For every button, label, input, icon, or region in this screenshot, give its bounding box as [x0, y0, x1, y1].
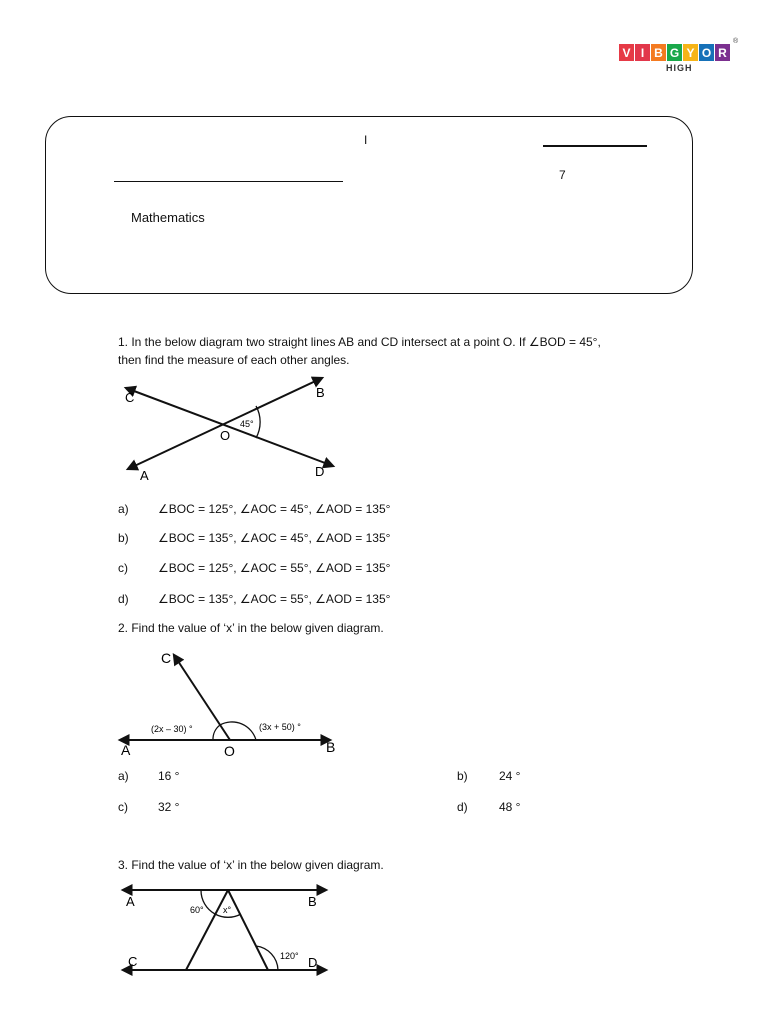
- label-c: C: [125, 390, 135, 405]
- angle-aoc-arc: [213, 725, 220, 740]
- triangle-left-side: [186, 890, 228, 970]
- q2-option-a-label: a): [118, 769, 129, 783]
- label-left-angle: (2x – 30) °: [151, 724, 193, 734]
- logo-letter-y: Y: [683, 44, 698, 61]
- label-a: A: [140, 468, 149, 483]
- label-b: B: [316, 385, 325, 400]
- logo-letter-b: B: [651, 44, 666, 61]
- label-c: C: [161, 650, 172, 666]
- vibgyor-logo: [619, 38, 739, 78]
- logo-registered-mark: ®: [733, 38, 739, 45]
- q2-option-c-text: 32 °: [158, 800, 180, 814]
- label-d: D: [308, 955, 318, 970]
- label-c: C: [128, 954, 138, 969]
- logo-letter-r: R: [715, 44, 730, 61]
- q2-diagram: [115, 645, 355, 763]
- triangle-right-side: [228, 890, 268, 970]
- label-a: A: [121, 742, 131, 758]
- label-angle-60: 60°: [190, 905, 204, 915]
- header-subject: Mathematics: [131, 210, 205, 225]
- header-grade: 7: [559, 168, 566, 182]
- q1-option-a-text: ∠BOC = 125°, ∠AOC = 45°, ∠AOD = 135°: [158, 502, 391, 516]
- q2-option-b-label: b): [457, 769, 468, 783]
- label-d: D: [315, 464, 325, 479]
- label-b: B: [308, 894, 317, 909]
- q3-text: 3. Find the value of ‘x’ in the below given diagram.: [118, 858, 384, 872]
- q2-option-a-text: 16 °: [158, 769, 180, 783]
- q2-option-c-label: c): [118, 800, 128, 814]
- q1-option-c-text: ∠BOC = 125°, ∠AOC = 55°, ∠AOD = 135°: [158, 561, 391, 575]
- q1-text-line1: 1. In the below diagram two straight lines AB and CD intersect at a point O. If ∠BOD = 45°,: [118, 335, 601, 349]
- logo-letter-i: I: [635, 44, 650, 61]
- label-o: O: [220, 428, 231, 443]
- q1-option-d-text: ∠BOC = 135°, ∠AOC = 55°, ∠AOD = 135°: [158, 592, 391, 606]
- q1-option-b-label: b): [118, 531, 129, 545]
- q1-option-d-label: d): [118, 592, 129, 606]
- logo-subtitle: HIGH: [666, 63, 693, 73]
- header-box: [45, 116, 693, 294]
- logo-letter-g: G: [667, 44, 682, 61]
- line-ab: [128, 378, 322, 469]
- q1-option-c-label: c): [118, 561, 128, 575]
- q2-text: 2. Find the value of ‘x’ in the below given diagram.: [118, 621, 384, 635]
- label-o: O: [224, 743, 235, 759]
- q1-text-line2: then find the measure of each other angles.: [118, 353, 350, 367]
- q1-option-b-text: ∠BOC = 135°, ∠AOC = 45°, ∠AOD = 135°: [158, 531, 391, 545]
- angle-cob-arc: [220, 722, 256, 740]
- q3-diagram: [118, 880, 338, 985]
- angle-bod-arc: [256, 406, 260, 438]
- logo-letter-v: V: [619, 44, 634, 61]
- q1-option-a-label: a): [118, 502, 129, 516]
- q1-diagram: [110, 372, 350, 487]
- label-angle-45: 45°: [240, 419, 254, 429]
- label-angle-120: 120°: [280, 951, 299, 961]
- q2-option-d-text: 48 °: [499, 800, 521, 814]
- header-field-i: I: [364, 133, 368, 147]
- label-right-angle: (3x + 50) °: [259, 722, 301, 732]
- label-angle-x: x°: [223, 905, 232, 915]
- q2-option-b-text: 24 °: [499, 769, 521, 783]
- label-a: A: [126, 894, 135, 909]
- header-blank-line-right: [543, 145, 647, 147]
- header-name-blank-line: [114, 181, 343, 182]
- logo-letters: [619, 44, 737, 61]
- label-b: B: [326, 739, 336, 755]
- logo-letter-o: O: [699, 44, 714, 61]
- q2-option-d-label: d): [457, 800, 468, 814]
